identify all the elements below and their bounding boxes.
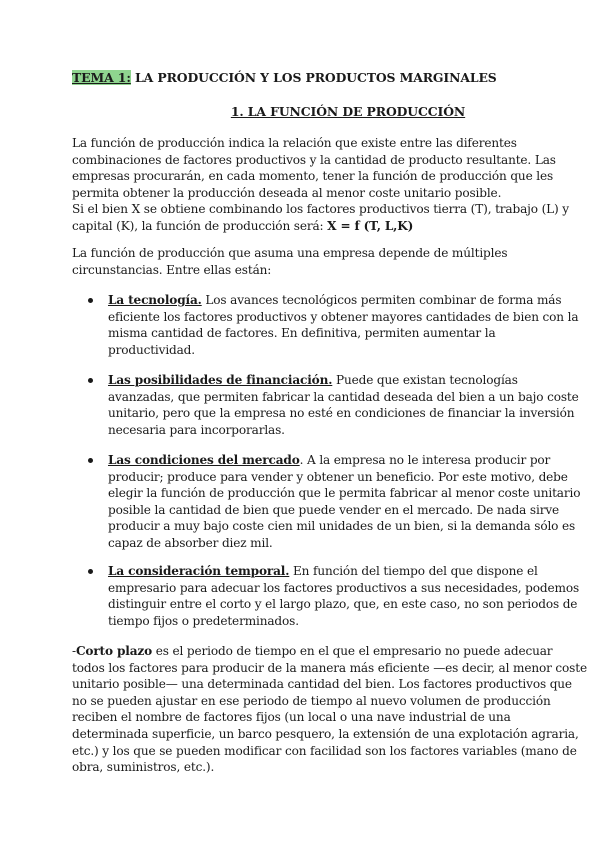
title-text: LA PRODUCCIÓN Y LOS PRODUCTOS MARGINALES	[130, 70, 497, 85]
corto-plazo-paragraph	[72, 643, 587, 776]
bullet-text: . A la empresa no le interesa producir por	[299, 453, 551, 467]
text-line: misma cantidad de factores. En definitiva, permiten aumentar la	[108, 326, 496, 341]
text-line	[108, 563, 538, 580]
text-line	[108, 452, 551, 469]
bullet-mercado	[108, 452, 581, 552]
text-line: capaz de absorber diez mil.	[108, 535, 273, 550]
intro-paragraph	[72, 135, 569, 235]
text-line: avanzadas, que permiten fabricar la cantidad deseada del bien a un bajo coste	[108, 389, 579, 404]
text-line: tiempo fijos o predeterminados.	[108, 613, 299, 628]
text-line: todos los factores para producir de la manera más eficiente —es decir, al menor coste	[72, 660, 587, 675]
bullet-term: La consideración temporal.	[108, 564, 290, 578]
circumstances-paragraph	[72, 245, 532, 278]
text-line: permita obtener la producción deseada al menor coste unitario posible.	[72, 185, 502, 200]
text-line	[108, 372, 538, 389]
text-line: empresas procurarán, en cada momento, tener la función de producción que les	[72, 169, 554, 184]
text-line: obra, suministros, etc.).	[72, 760, 215, 775]
formula-prefix: capital (K), la función de producción será:	[72, 218, 328, 233]
bullet-text: Los avances tecnológicos permiten combinar de forma más	[201, 293, 562, 307]
section-heading: 1. LA FUNCIÓN DE PRODUCCIÓN	[230, 104, 466, 119]
text-line: producir a muy bajo coste cien mil unidades de un bien, si la demanda sólo es	[108, 519, 576, 534]
text-line: La función de producción indica la relación que existe entre las diferentes	[72, 136, 517, 150]
text-line: eficiente los factores productivos y obtener mayores cantidades de bien con la	[108, 309, 579, 324]
text-line: no se pueden ajustar en ese periodo de tiempo al nuevo volumen de producción	[72, 693, 551, 708]
text-line	[108, 292, 562, 309]
text-line: Si el bien X se obtiene combinando los factores productivos tierra (T), trabajo (L) y	[72, 202, 569, 217]
bullet-financiacion	[108, 372, 579, 438]
text-line: unitario, pero que la empresa no esté en condiciones de financiar la inversión	[108, 406, 575, 421]
page-title	[72, 70, 497, 85]
bullet-temporal	[108, 563, 580, 629]
bullet-term: Las condiciones del mercado	[108, 453, 300, 467]
bullet-tecnologia	[108, 292, 579, 358]
text-line: determinada superficie, un barco pesquero, la extensión de una explotación agraria,	[72, 726, 579, 741]
text-line: necesaria para incorporarlas.	[108, 422, 285, 437]
text-line: producir; produce para vender y obtener un beneficio. Por este motivo, debe	[108, 469, 568, 484]
text-line: posible la cantidad de bien que puede vender en el mercado. De nada sirve	[108, 502, 560, 517]
text-line: unitario posible— una determinada cantidad del bien. Los factores productivos que	[72, 677, 572, 692]
text-line: elegir la función de producción que le permita fabricar al menor coste unitario	[108, 486, 581, 501]
text-line: empresario para adecuar los factores productivos a sus necesidades, podemos	[108, 580, 580, 595]
tema-label: TEMA 1:	[72, 70, 131, 85]
dash-prefix: -	[72, 644, 76, 658]
bullet-text: En función del tiempo del que dispone el	[289, 564, 538, 578]
text-line: productividad.	[108, 342, 195, 357]
text-line: distinguir entre el corto y el largo plazo, que, en este caso, no son periodos de	[108, 597, 578, 612]
bullet-dot-icon	[88, 298, 93, 303]
text-line: La función de producción que asuma una empresa depende de múltiples	[72, 246, 508, 260]
bullet-dot-icon	[88, 569, 93, 574]
production-formula: X = f (T, L,K)	[327, 218, 414, 233]
bullet-term: La tecnología.	[108, 293, 202, 307]
bullet-dot-icon	[88, 378, 93, 383]
corto-plazo-term: Corto plazo	[75, 644, 153, 658]
bullet-text: Puede que existan tecnologías	[332, 373, 518, 387]
bullet-term: Las posibilidades de financiación.	[108, 373, 333, 387]
text-line: circunstancias. Entre ellas están:	[72, 262, 272, 277]
bullet-dot-icon	[88, 458, 93, 463]
corto-plazo-text: es el periodo de tiempo en el que el empresario no puede adecuar	[152, 644, 553, 658]
text-line: etc.) y los que se pueden modificar con facilidad son los factores variables (mano de	[72, 743, 577, 758]
text-line	[72, 218, 532, 235]
text-line: reciben el nombre de factores fijos (un local o una nave industrial de una	[72, 710, 511, 725]
text-line: combinaciones de factores productivos y la cantidad de producto resultante. Las	[72, 152, 556, 167]
text-line	[72, 643, 553, 660]
